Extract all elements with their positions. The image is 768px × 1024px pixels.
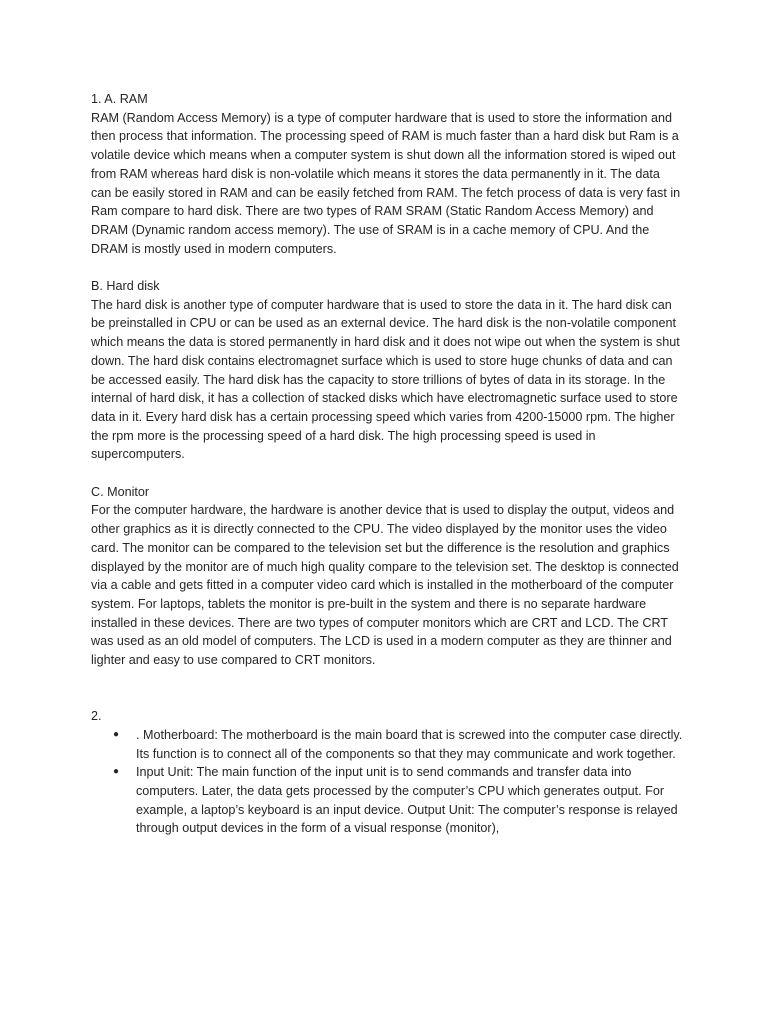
section-body: The hard disk is another type of computer hardware that is used to store the data in it. The hard disk can be preinstalled in CPU or can be used as an external device. The hard disk is the non-volatile component which means the data is stored permanently in hard disk and it does not wipe out when the system is shut down. The hard disk contains electromagnet surface which is used to store huge chunks of data and can be accessed easily. The hard disk has the capacity to store trillions of bytes of data in its storage. In the internal of hard disk, it has a collection of stacked disks which have electromagnetic surface used to store data in it. Every hard disk has a certain processing speed which varies from 4200-15000 rpm. The higher the rpm more is the processing speed of a hard disk. The high processing speed is used in supercomputers. bbox=[91, 297, 680, 462]
section-hard-disk bbox=[91, 277, 683, 464]
section-heading: 1. A. RAM bbox=[91, 92, 148, 106]
section-heading: C. Monitor bbox=[91, 484, 150, 499]
section-monitor bbox=[91, 483, 683, 670]
bullet-icon: ● bbox=[113, 728, 120, 740]
section-heading: B. Hard disk bbox=[91, 279, 160, 294]
section-part-2 bbox=[91, 707, 683, 838]
document-page bbox=[91, 90, 683, 857]
bullet-list bbox=[91, 726, 683, 838]
spacer bbox=[91, 688, 683, 707]
part-number: 2. bbox=[91, 709, 102, 724]
list-item-text: Input Unit: The main function of the input unit is to send commands and transfer data into computers. Later, the data gets processed by the computer’s CPU which generates output. For example, a laptop’s keyboard is an input device. Output Unit: The computer’s response is relayed through output devices in the form of a visual response (monitor), bbox=[136, 765, 678, 836]
list-item bbox=[91, 726, 683, 763]
section-body: For the computer hardware, the hardware is another device that is used to display the output, videos and other graphics as it is directly connected to the CPU. The video displayed by the monitor uses the video card. The monitor can be compared to the television set but the difference is the resolution and graphics displayed by the monitor are of much high quality compare to the television set. The desktop is connected via a cable and gets fitted in a computer video card which is installed in the motherboard of the computer system. For laptops, tablets the monitor is pre-built in the system and there is no separate hardware installed in these devices. There are two types of computer monitors which are CRT and LCD. The CRT was used as an old model of computers. The LCD is used in a modern computer as they are thinner and lighter and easy to use compared to CRT monitors. bbox=[91, 503, 679, 668]
list-item-text: . Motherboard: The motherboard is the main board that is screwed into the computer case directly. Its function is to connect all of the components so that they may communicate and work together. bbox=[136, 727, 683, 761]
section-ram bbox=[91, 90, 683, 258]
bullet-icon: ● bbox=[113, 766, 120, 778]
list-item bbox=[91, 763, 683, 838]
section-body: RAM (Random Access Memory) is a type of computer hardware that is used to store the information and then process that information. The processing speed of RAM is much faster than a hard disk but Ram is a volatile device which means when a computer system is shut down all the information stored is wiped out from RAM whereas hard disk is non-volatile which means it stores the data permanently in it. The data can be easily stored in RAM and can be easily fetched from RAM. The fetch process of data is very fast in Ram compare to hard disk. There are two types of RAM SRAM (Static Random Access Memory) and DRAM (Dynamic random access memory). The use of SRAM is in a cache memory of CPU. And the DRAM is mostly used in modern computers. bbox=[91, 110, 681, 256]
